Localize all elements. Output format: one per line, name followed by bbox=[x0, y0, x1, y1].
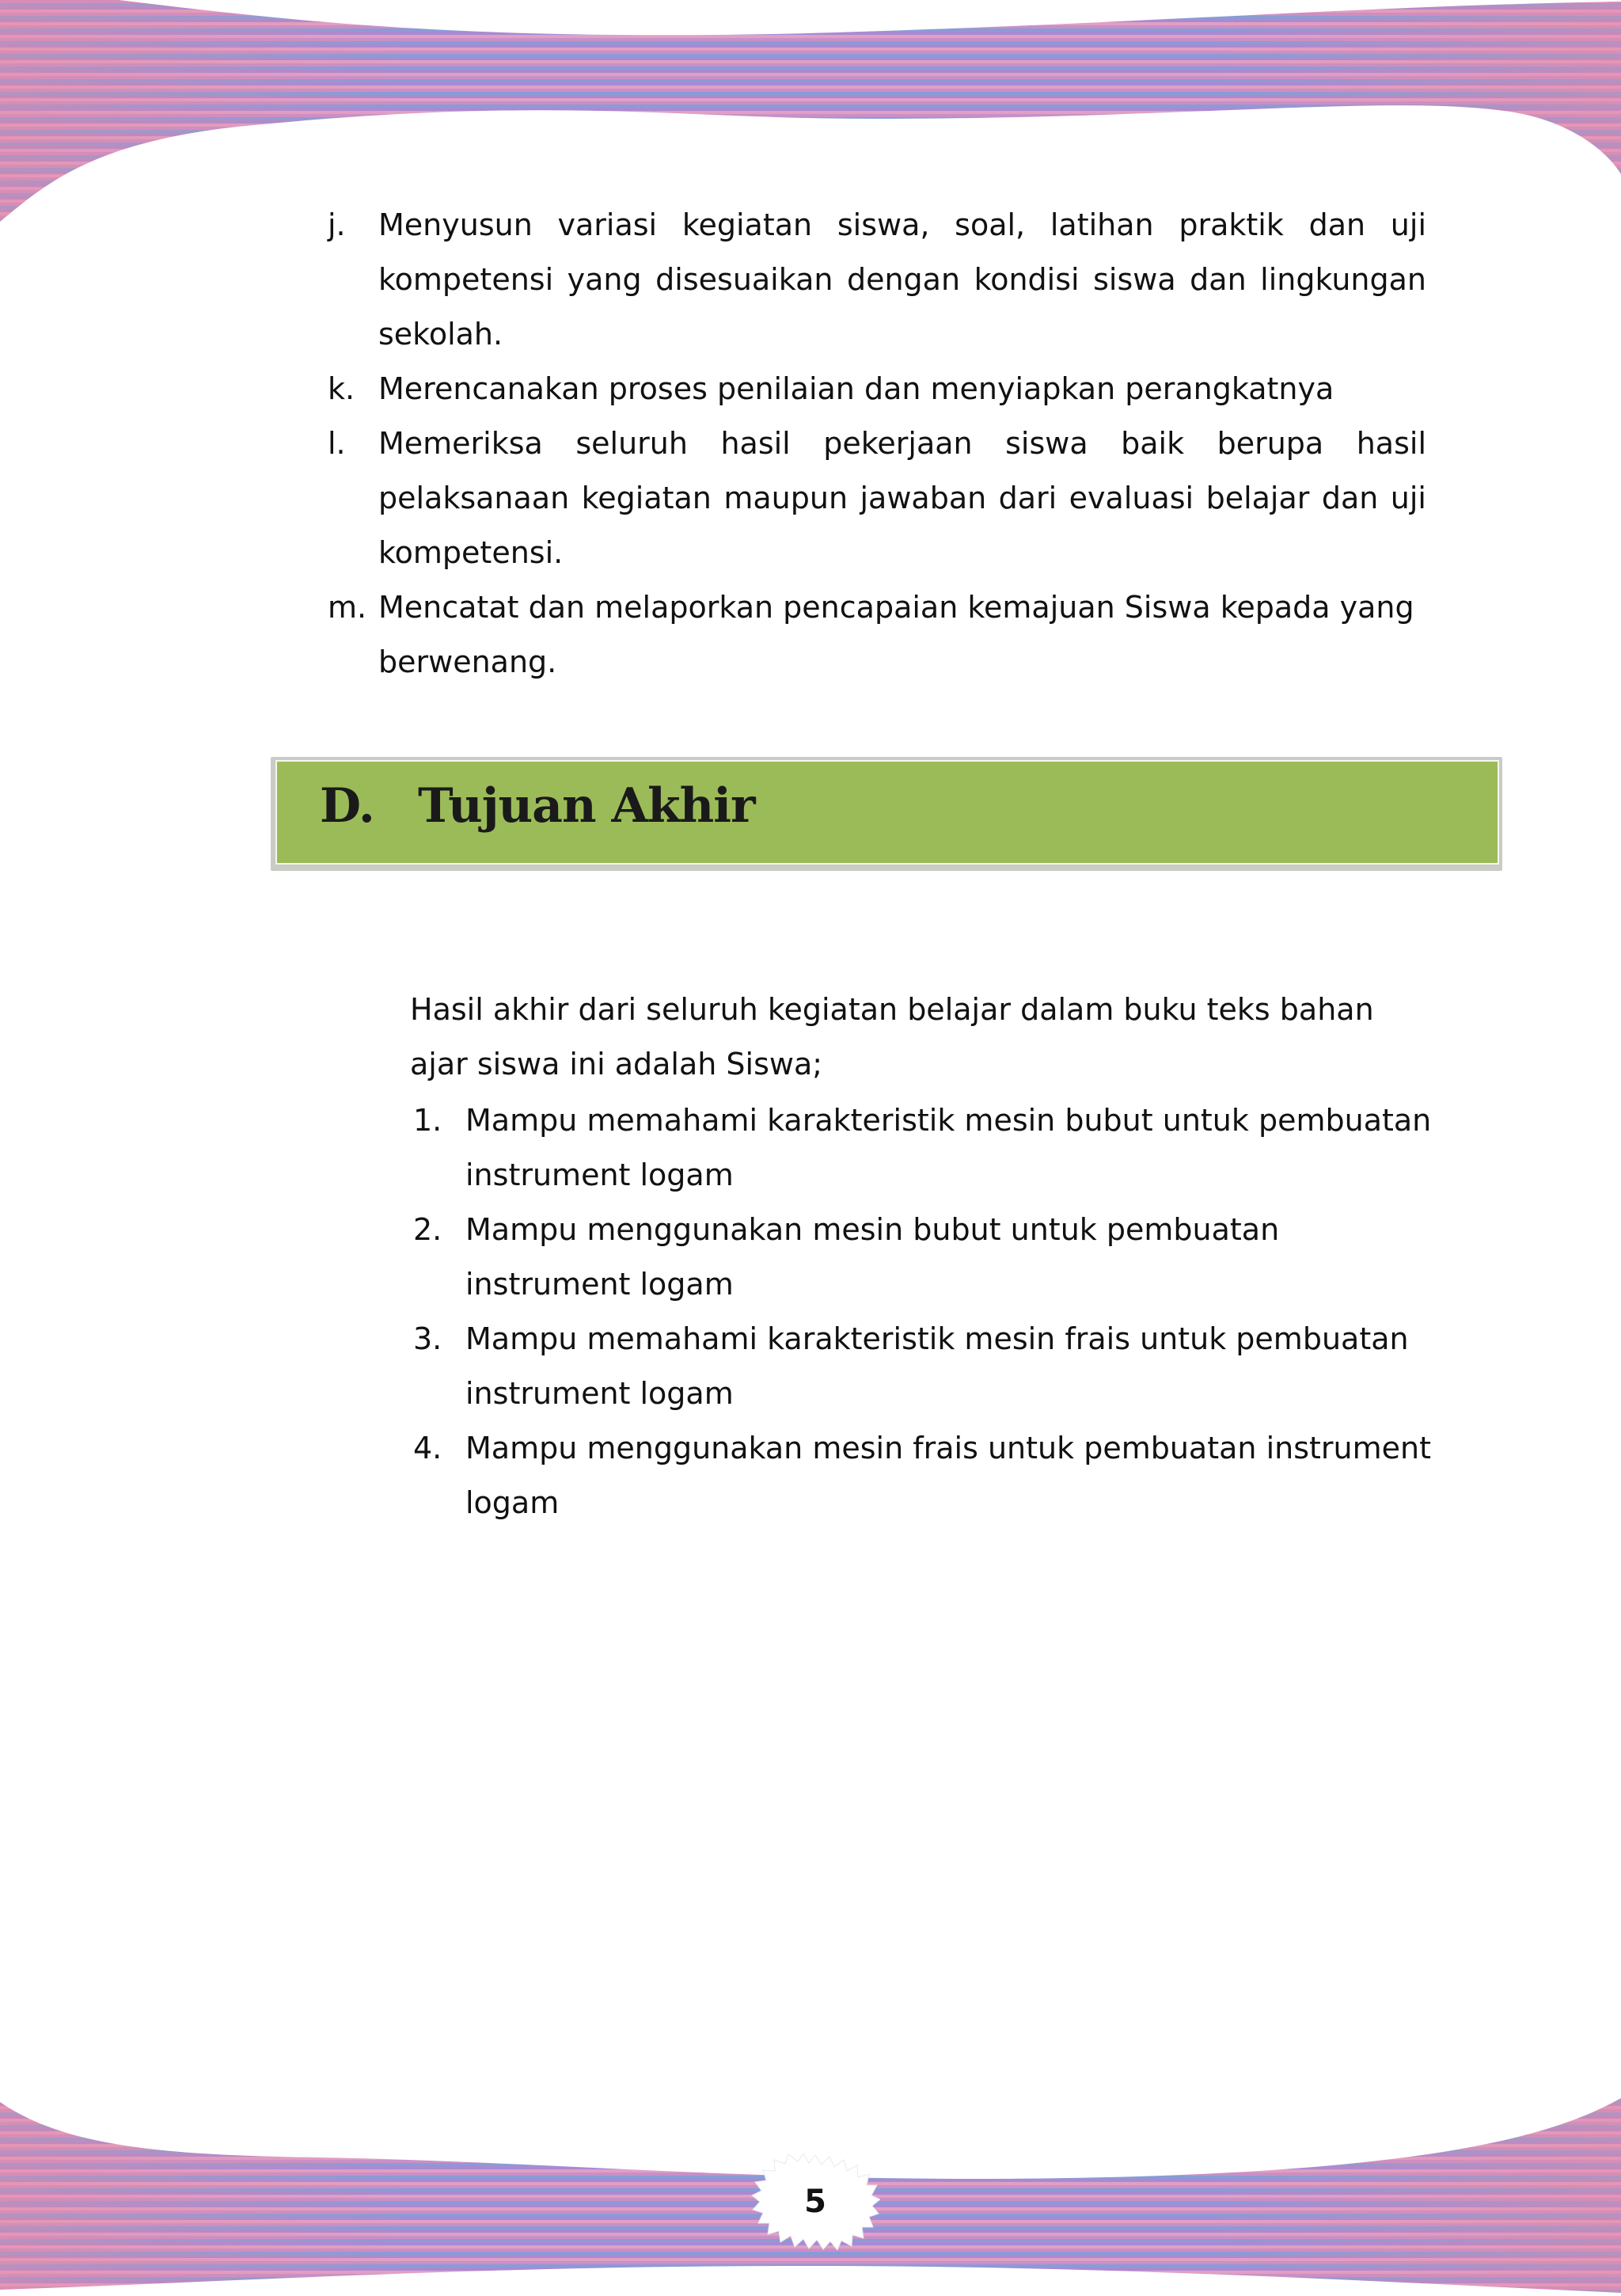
section-title: Tujuan Akhir bbox=[418, 778, 755, 834]
section-letter: D. bbox=[320, 778, 374, 834]
list-item bbox=[328, 580, 1426, 690]
list-item-text: Menyusun variasi kegiatan siswa, soal, latihan praktik dan uji kompetensi yang disesuaikan dengan kondisi siswa dan lingkungan sekolah. bbox=[378, 207, 1426, 352]
list-item bbox=[413, 1203, 1442, 1312]
alpha-list bbox=[328, 198, 1426, 690]
list-item bbox=[328, 362, 1426, 416]
list-marker: l. bbox=[328, 426, 346, 461]
list-item-text: Mampu menggunakan mesin frais untuk pembuatan instrument logam bbox=[465, 1431, 1431, 1520]
numbered-list bbox=[413, 1093, 1442, 1530]
list-item bbox=[413, 1093, 1442, 1203]
section-heading-box bbox=[271, 757, 1502, 871]
list-marker: 1. bbox=[413, 1103, 442, 1138]
list-item bbox=[328, 416, 1426, 580]
list-item bbox=[413, 1312, 1442, 1421]
list-item-text: Mampu memahami karakteristik mesin bubut untuk pembuatan instrument logam bbox=[465, 1103, 1432, 1192]
list-item-text: Mampu menggunakan mesin bubut untuk pembuatan instrument logam bbox=[465, 1212, 1280, 1302]
list-item bbox=[328, 198, 1426, 362]
list-marker: k. bbox=[328, 371, 355, 406]
list-marker: 4. bbox=[413, 1431, 442, 1465]
list-item-text: Merencanakan proses penilaian dan menyiapkan perangkatnya bbox=[378, 371, 1334, 406]
page-number: 5 bbox=[804, 2184, 826, 2220]
list-marker: 2. bbox=[413, 1212, 442, 1247]
page-number-badge bbox=[750, 2153, 880, 2250]
section-heading bbox=[320, 766, 755, 846]
list-item-text: Mampu memahami karakteristik mesin frais untuk pembuatan instrument logam bbox=[465, 1321, 1409, 1411]
list-item-text: Mencatat dan melaporkan pencapaian kemajuan Siswa kepada yang berwenang. bbox=[378, 590, 1414, 679]
list-marker: 3. bbox=[413, 1321, 442, 1356]
list-marker: m. bbox=[328, 590, 367, 625]
list-item bbox=[413, 1421, 1442, 1530]
list-item-text: Memeriksa seluruh hasil pekerjaan siswa baik berupa hasil pelaksanaan kegiatan maupun jawaban dari evaluasi belajar dan uji kompetensi. bbox=[378, 426, 1426, 570]
intro-paragraph: Hasil akhir dari seluruh kegiatan belajar dalam buku teks bahan ajar siswa ini adalah Siswa; bbox=[410, 992, 1374, 1081]
list-marker: j. bbox=[328, 207, 346, 242]
